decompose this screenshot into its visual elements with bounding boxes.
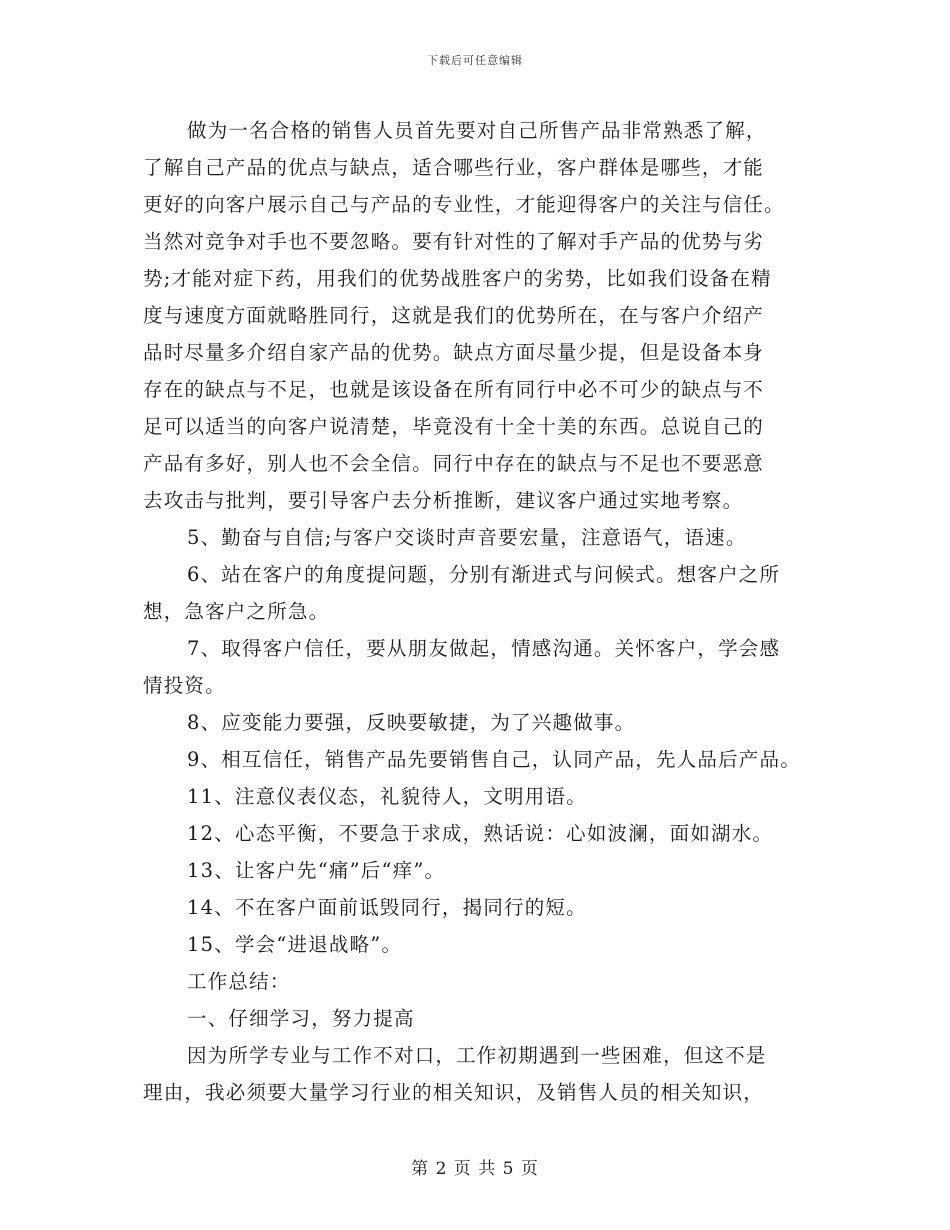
text-line: 15、学会“进退战略”。 [187, 933, 403, 956]
section-heading: 工作总结： [187, 970, 291, 993]
text-line: 去攻击与批判，要引导客户去分析推断，建议客户通过实地考察。 [143, 489, 744, 512]
text-line: 6、站在客户的角度提问题，分别有渐进式与问候式。想客户之所 [187, 563, 781, 586]
text-line: 12、心态平衡，不要急于求成，熟话说：心如波澜，面如湖水。 [187, 822, 774, 845]
text-line: 度与速度方面就略胜同行，这就是我们的优势所在，在与客户介绍产 [143, 304, 765, 327]
text-line: 7、取得客户信任，要从朋友做起，情感沟通。关怀客户，学会感 [187, 637, 781, 660]
text-line: 9、相互信任，销售产品先要销售自己，认同产品，先人品后产品。 [187, 748, 801, 771]
text-line: 做为一名合格的销售人员首先要对自己所售产品非常熟悉了解， [187, 119, 767, 142]
page-header: 下载后可任意编辑 [427, 54, 523, 67]
text-line: 更好的向客户展示自己与产品的专业性，才能迎得客户的关注与信任。 [143, 193, 785, 216]
text-line: 11、注意仪表仪态，礼貌待人，文明用语。 [187, 785, 587, 808]
text-line: 当然对竞争对手也不要忽略。要有针对性的了解对手产品的优势与劣 [143, 230, 765, 253]
text-line: 想，急客户之所急。 [143, 600, 330, 623]
text-line: 足可以适当的向客户说清楚，毕竟没有十全十美的东西。总说自己的 [143, 415, 765, 438]
text-line: 因为所学专业与工作不对口，工作初期遇到一些困难，但这不是 [187, 1044, 767, 1067]
document-body [143, 112, 823, 1111]
text-line: 产品有多好，别人也不会全信。同行中存在的缺点与不足也不要恶意 [143, 452, 765, 475]
text-line: 情投资。 [143, 674, 226, 697]
text-line: 14、不在客户面前诋毁同行，揭同行的短。 [187, 896, 587, 919]
subsection-heading: 一、仔细学习，努力提高 [187, 1007, 415, 1030]
page-number: 第 2 页 共 5 页 [411, 1159, 539, 1179]
text-line: 8、应变能力要强，反映要敏捷，为了兴趣做事。 [187, 711, 636, 734]
text-line: 了解自己产品的优点与缺点，适合哪些行业，客户群体是哪些，才能 [143, 156, 765, 179]
text-line: 理由，我必须要大量学习行业的相关知识，及销售人员的相关知识， [143, 1081, 765, 1104]
text-line: 品时尽量多介绍自家产品的优势。缺点方面尽量少提，但是设备本身 [143, 341, 765, 364]
text-line: 5、勤奋与自信;与客户交谈时声音要宏量，注意语气，语速。 [187, 526, 747, 549]
text-line: 13、让客户先“痛”后“痒”。 [187, 859, 446, 882]
text-line: 存在的缺点与不足，也就是该设备在所有同行中必不可少的缺点与不 [143, 378, 765, 401]
text-line: 势;才能对症下药，用我们的优势战胜客户的劣势，比如我们设备在精 [143, 267, 772, 290]
